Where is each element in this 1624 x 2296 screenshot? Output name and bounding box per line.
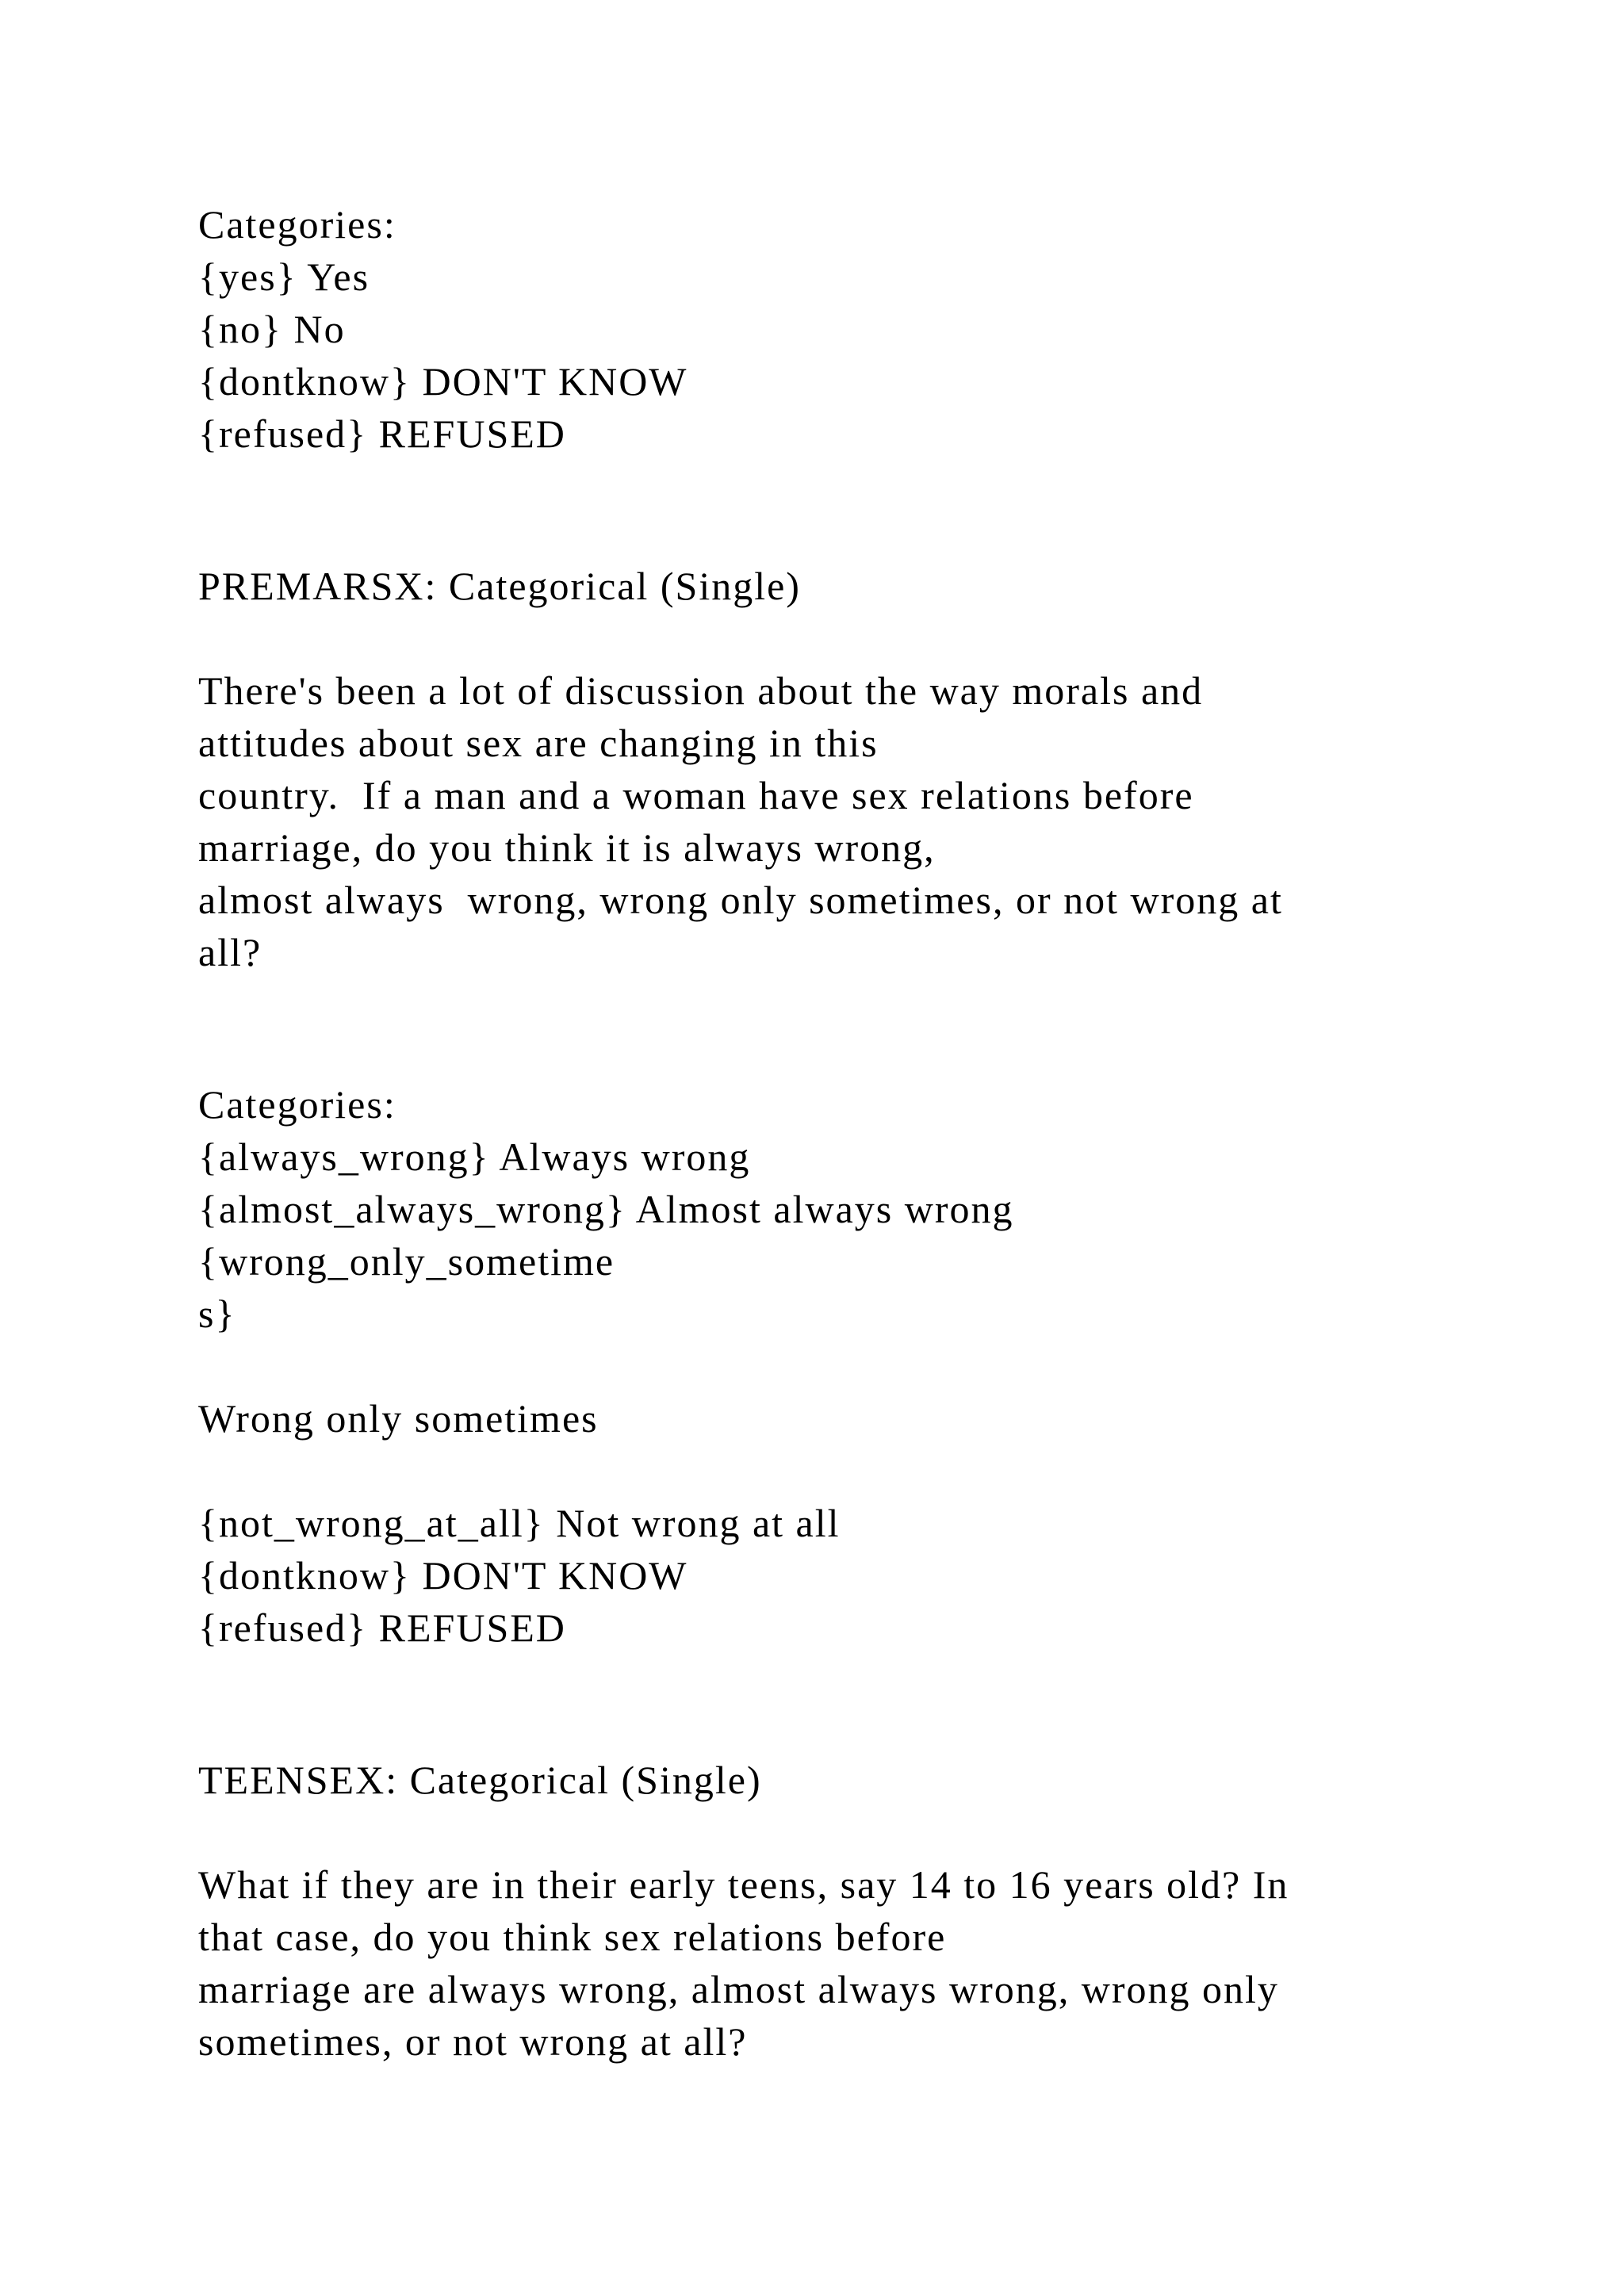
category-item: {almost_always_wrong} Almost always wrong xyxy=(198,1187,1014,1231)
question-line: marriage, do you think it is always wrong, xyxy=(198,825,936,870)
question-line: attitudes about sex are changing in this xyxy=(198,721,879,765)
category-label: Wrong only sometimes xyxy=(198,1396,599,1441)
question-line: marriage are always wrong, almost always wrong, wrong only xyxy=(198,1967,1279,2011)
question-line: What if they are in their early teens, say 14 to 16 years old? In xyxy=(198,1862,1289,1907)
question-line: There's been a lot of discussion about the way morals and xyxy=(198,668,1204,713)
question-line: country. If a man and a woman have sex relations before xyxy=(198,773,1194,817)
question-line: sometimes, or not wrong at all? xyxy=(198,2019,748,2064)
category-item: {always_wrong} Always wrong xyxy=(198,1135,751,1179)
question-line: that case, do you think sex relations before xyxy=(198,1915,947,1959)
variable-title-premarsx: PREMARSX: Categorical (Single) xyxy=(198,564,801,608)
category-item: {wrong_only_sometime xyxy=(198,1239,615,1284)
category-item: {yes} Yes xyxy=(198,254,370,299)
category-item: s} xyxy=(198,1292,236,1336)
category-item: {dontknow} DON'T KNOW xyxy=(198,1553,688,1598)
category-item: {no} No xyxy=(198,307,346,351)
spacer xyxy=(198,460,1467,560)
question-line: all? xyxy=(198,930,262,974)
question-line: almost always wrong, wrong only sometimes, or not wrong at xyxy=(198,878,1283,922)
category-item: {refused} REFUSED xyxy=(198,411,566,456)
spacer xyxy=(198,1340,1467,1392)
categories-heading: Categories: xyxy=(198,202,396,247)
document-content xyxy=(198,198,1467,2068)
category-item: {not_wrong_at_all} Not wrong at all xyxy=(198,1501,841,1545)
categories-heading: Categories: xyxy=(198,1082,396,1127)
spacer xyxy=(198,1445,1467,1497)
spacer xyxy=(198,1654,1467,1754)
spacer xyxy=(198,1806,1467,1858)
category-item: {refused} REFUSED xyxy=(198,1605,566,1650)
variable-title-teensex: TEENSEX: Categorical (Single) xyxy=(198,1758,762,1802)
spacer xyxy=(198,978,1467,1078)
category-item: {dontknow} DON'T KNOW xyxy=(198,359,688,404)
spacer xyxy=(198,612,1467,664)
